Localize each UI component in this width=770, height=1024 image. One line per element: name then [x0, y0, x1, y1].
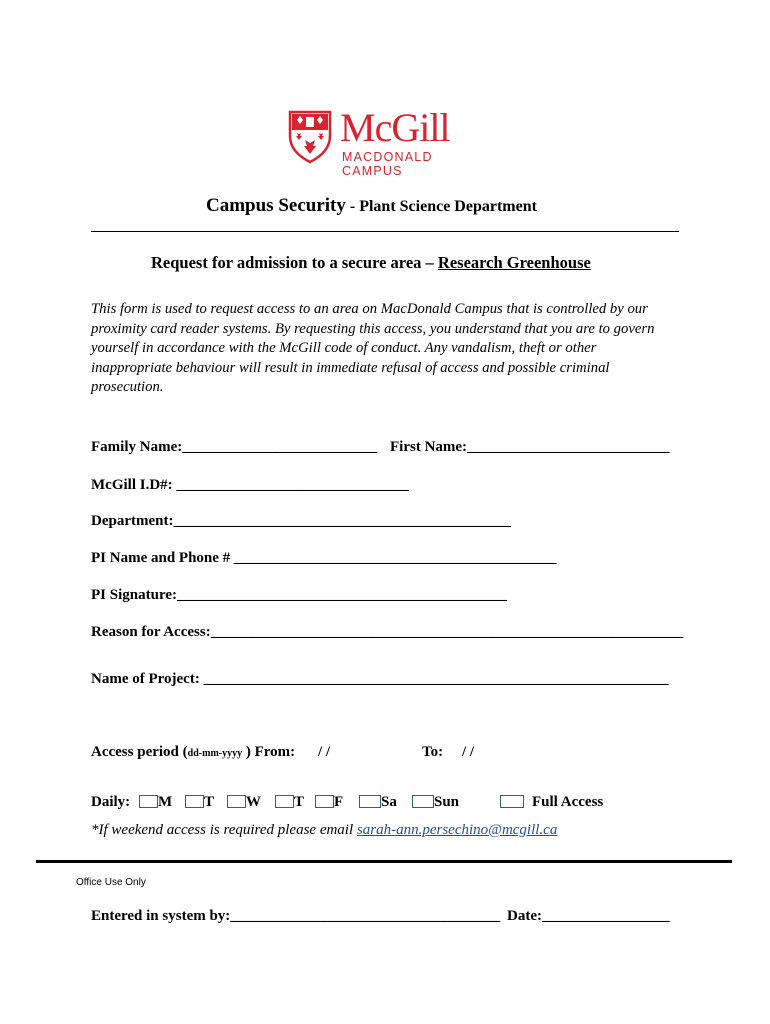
family-name-field[interactable]: Family Name:__________________________ [91, 439, 378, 455]
day-saturday[interactable] [359, 794, 397, 811]
title-divider [91, 231, 679, 232]
day-label: Sa [381, 794, 397, 810]
office-divider [36, 860, 732, 863]
checkbox-thursday[interactable] [275, 795, 294, 808]
contact-email-link[interactable]: sarah-ann.persechino@mcgill.ca [356, 822, 558, 838]
to-date-field[interactable]: / / [462, 744, 475, 760]
page-title [206, 195, 537, 217]
day-label: F [334, 794, 344, 810]
intro-line: This form is used to request access to an area on MacDonald Campus that is controlled by our [91, 301, 648, 317]
entered-by-field[interactable]: Entered in system by:____________________________________ [91, 908, 501, 924]
checkbox-full-access[interactable] [500, 795, 524, 808]
day-monday[interactable] [139, 794, 172, 811]
date-format-hint: dd-mm-yyyy [187, 748, 243, 759]
day-thursday[interactable] [275, 794, 304, 811]
day-sunday[interactable] [412, 794, 459, 811]
department-field[interactable]: Department:_____________________________________________ [91, 513, 511, 529]
request-heading [151, 253, 591, 273]
full-access-option[interactable] [500, 794, 603, 811]
logo-campus: MACDONALD CAMPUS [342, 150, 433, 178]
checkbox-wednesday[interactable] [227, 795, 246, 808]
day-tuesday[interactable] [185, 794, 214, 811]
intro-line: prosecution. [91, 379, 164, 396]
request-area: Research Greenhouse [437, 253, 591, 272]
from-date-field[interactable]: / / [318, 744, 331, 760]
day-friday[interactable] [315, 794, 343, 811]
office-use-label: Office Use Only [76, 877, 146, 888]
to-label: To: [422, 744, 444, 760]
daily-label: Daily: [91, 794, 131, 810]
office-date-field[interactable]: Date:_________________ [507, 908, 670, 924]
reason-field[interactable]: Reason for Access:_______________________________________________________________ [91, 624, 684, 640]
weekend-note [91, 822, 557, 839]
checkbox-sunday[interactable] [412, 795, 434, 808]
day-label: T [294, 794, 305, 810]
title-main: Campus Security [206, 195, 346, 216]
intro-line: yourself in accordance with the McGill code of conduct. Any vandalism, theft or other [91, 340, 597, 357]
intro-line: proximity card reader systems. By requesting this access, you understand that you are to govern [91, 320, 655, 337]
checkbox-friday[interactable] [315, 795, 334, 808]
access-period-label [91, 744, 295, 761]
first-name-field[interactable]: First Name:___________________________ [390, 439, 670, 455]
intro-line: inappropriate behaviour will result in immediate refusal of access and possible criminal [91, 359, 610, 376]
pi-name-phone-field[interactable]: PI Name and Phone # ___________________________________________ [91, 550, 557, 566]
day-label: T [204, 794, 215, 810]
mcgill-id-field[interactable]: McGill I.D#: _______________________________ [91, 477, 409, 493]
access-period-text: Access period ( [91, 744, 188, 760]
day-label: Sun [434, 794, 460, 810]
title-sub: - Plant Science Department [345, 198, 537, 215]
mcgill-crest-icon [288, 110, 332, 164]
intro-paragraph [91, 300, 691, 398]
pi-signature-field[interactable]: PI Signature:____________________________________________ [91, 587, 507, 603]
project-name-field[interactable]: Name of Project: ______________________________________________________________ [91, 671, 669, 687]
day-label: M [158, 794, 173, 810]
checkbox-monday[interactable] [139, 795, 158, 808]
mcgill-logo [288, 105, 488, 178]
full-access-label: Full Access [532, 794, 604, 810]
request-prefix: Request for admission to a secure area – [151, 253, 438, 272]
day-wednesday[interactable] [227, 794, 261, 811]
weekend-note-text: *If weekend access is required please email [91, 822, 357, 838]
access-period-from: ) From: [242, 744, 296, 760]
day-label: W [246, 794, 261, 810]
checkbox-tuesday[interactable] [185, 795, 204, 808]
checkbox-saturday[interactable] [359, 795, 381, 808]
logo-wordmark: McGill [340, 105, 450, 150]
